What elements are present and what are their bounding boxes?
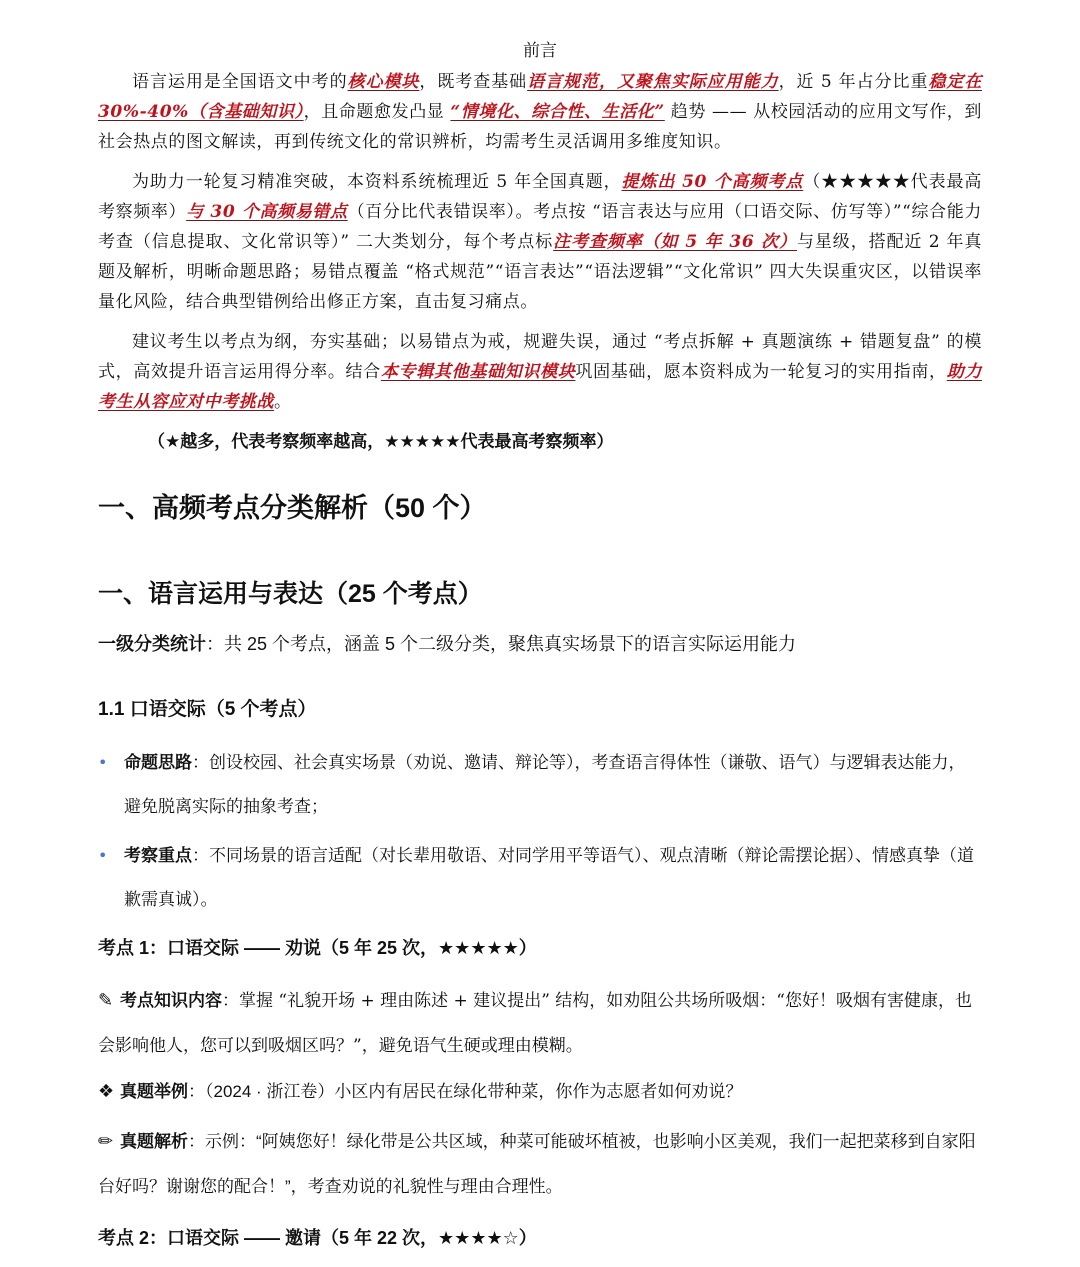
highlighted-phrase: 注考查频率（如 5 年 36 次） (553, 232, 797, 252)
highlighted-phrase: 本专辑其他基础知识模块 (380, 362, 576, 382)
category-summary (98, 630, 796, 656)
paragraph-text: 语言运用是全国语文中考的 (132, 72, 348, 92)
exam-analysis (98, 1119, 982, 1209)
highlighted-phrase: 提炼出 50 个高频考点 (621, 172, 804, 192)
bullet-text: ：创设校园、社会真实场景（劝说、邀请、辩论等），考查语言得体性（谦敬、语气）与逻辑表达能力，避免脱离实际的抽象考查； (124, 753, 966, 817)
bullet-item (98, 834, 982, 922)
example-label: 真题举例 (120, 1082, 188, 1101)
bullet-dot-icon: • (98, 846, 108, 865)
preface-paragraph-2 (98, 167, 982, 317)
paragraph-text: ，近 5 年占分比重 (778, 72, 929, 92)
knowledge-label: 考点知识内容 (120, 991, 222, 1010)
bullet-label: 命题思路 (124, 753, 192, 772)
paragraph-text: 建议考生以考点为纲，夯实基础；以易错点为戒，规避失误，通过 “考点拆解 + 真题演练 + 错题复盘” 的模式，高效提升语言运用得分率。结合 (98, 332, 982, 382)
summary-text: ：共 25 个考点，涵盖 5 个二级分类，聚焦真实场景下的语言实际运用能力 (206, 634, 797, 654)
key-point-1-title: 考点 1：口语交际 —— 劝说（5 年 25 次，★★★★★） (98, 938, 537, 958)
highlighted-phrase: 助力考生从容应对中考挑战 (98, 362, 982, 412)
paragraph-text: 与星级，搭配近 2 年真题及解析，明晰命题思路；易错点覆盖 “格式规范”“语言表达”“语法逻辑”“文化常识” 四大失误重灾区，以错误率量化风险，结合典型错例给出修正方案，直击复习痛点。 (98, 232, 982, 312)
analysis-text: ：示例：“阿姨您好！绿化带是公共区域，种菜可能破坏植被，也影响小区美观，我们一起把菜移到自家阳台好吗？谢谢您的配合！”，考查劝说的礼貌性与理由合理性。 (98, 1132, 976, 1196)
pencil-icon: ✏ (98, 1131, 114, 1151)
highlighted-phrase: 与 30 个高频易错点 (186, 202, 348, 222)
bullet-text: ：不同场景的语言适配（对长辈用敬语、对同学用平等语气）、观点清晰（辩论需摆论据）、情感真挚（道歉需真诚）。 (124, 846, 974, 910)
highlighted-phrase: 稳定在 30%-40%（含基础知识） (98, 72, 982, 122)
diamond-icon: ❖ (98, 1081, 115, 1101)
paragraph-text: （★★★★★代表最高考察频率） (98, 172, 982, 222)
example-text: ：（2024 · 浙江卷）小区内有居民在绿化带种菜，你作为志愿者如何劝说？ (188, 1082, 743, 1101)
document-title: 前言 (523, 41, 557, 61)
paragraph-text: 为助力一轮复习精准突破，本资料系统梳理近 5 年全国真题， (132, 172, 622, 192)
pencil-icon: ✎ (98, 990, 114, 1011)
heading-high-frequency: 一、高频考点分类解析（50 个） (98, 493, 487, 523)
highlighted-phrase: “情境化、综合性、生活化” (450, 102, 665, 122)
exam-example (98, 1069, 982, 1114)
paragraph-text: 趋势 —— 从校园活动的应用文写作，到社会热点的图文解读，再到传统文化的常识辨析，均需考生灵活调用多维度知识。 (98, 102, 983, 152)
paragraph-text: ，既考查基础 (419, 72, 528, 92)
highlighted-phrase: 语言规范，又聚焦实际应用能力 (527, 72, 779, 92)
key-point-2-title: 考点 2：口语交际 —— 邀请（5 年 22 次，★★★★☆） (98, 1228, 537, 1248)
paragraph-text: 。 (274, 392, 292, 412)
paragraph-text: （百分比代表错误率）。考点按 “语言表达与应用（口语交际、仿写等）”“综合能力考查（信息提取、文化常识等）” 二大类划分，每个考点标 (98, 202, 983, 252)
analysis-label: 真题解析 (120, 1132, 188, 1151)
summary-label: 一级分类统计 (98, 634, 206, 654)
highlighted-phrase: 核心模块 (347, 72, 420, 92)
bullet-label: 考察重点 (124, 846, 192, 865)
preface-paragraph-1 (98, 67, 982, 157)
knowledge-content (98, 978, 982, 1069)
bullet-dot-icon: • (98, 753, 108, 772)
preface-paragraph-3 (98, 327, 982, 417)
paragraph-text: 巩固基础，愿本资料成为一轮复习的实用指南， (575, 362, 947, 382)
section-oral-communication: 1.1 口语交际（5 个考点） (98, 699, 317, 720)
star-legend-note: （★越多，代表考察频率越高，★★★★★代表最高考察频率） (148, 432, 614, 451)
paragraph-text: ，且命题愈发凸显 (303, 102, 451, 122)
bullet-item (98, 741, 982, 829)
knowledge-text: ：掌握 “礼貌开场 + 理由陈述 + 建议提出” 结构，如劝阻公共场所吸烟：“您好！吸烟有害健康，也会影响他人，您可以到吸烟区吗？”，避免语气生硬或理由模糊。 (98, 991, 972, 1056)
heading-language-use: 一、语言运用与表达（25 个考点） (98, 580, 483, 608)
